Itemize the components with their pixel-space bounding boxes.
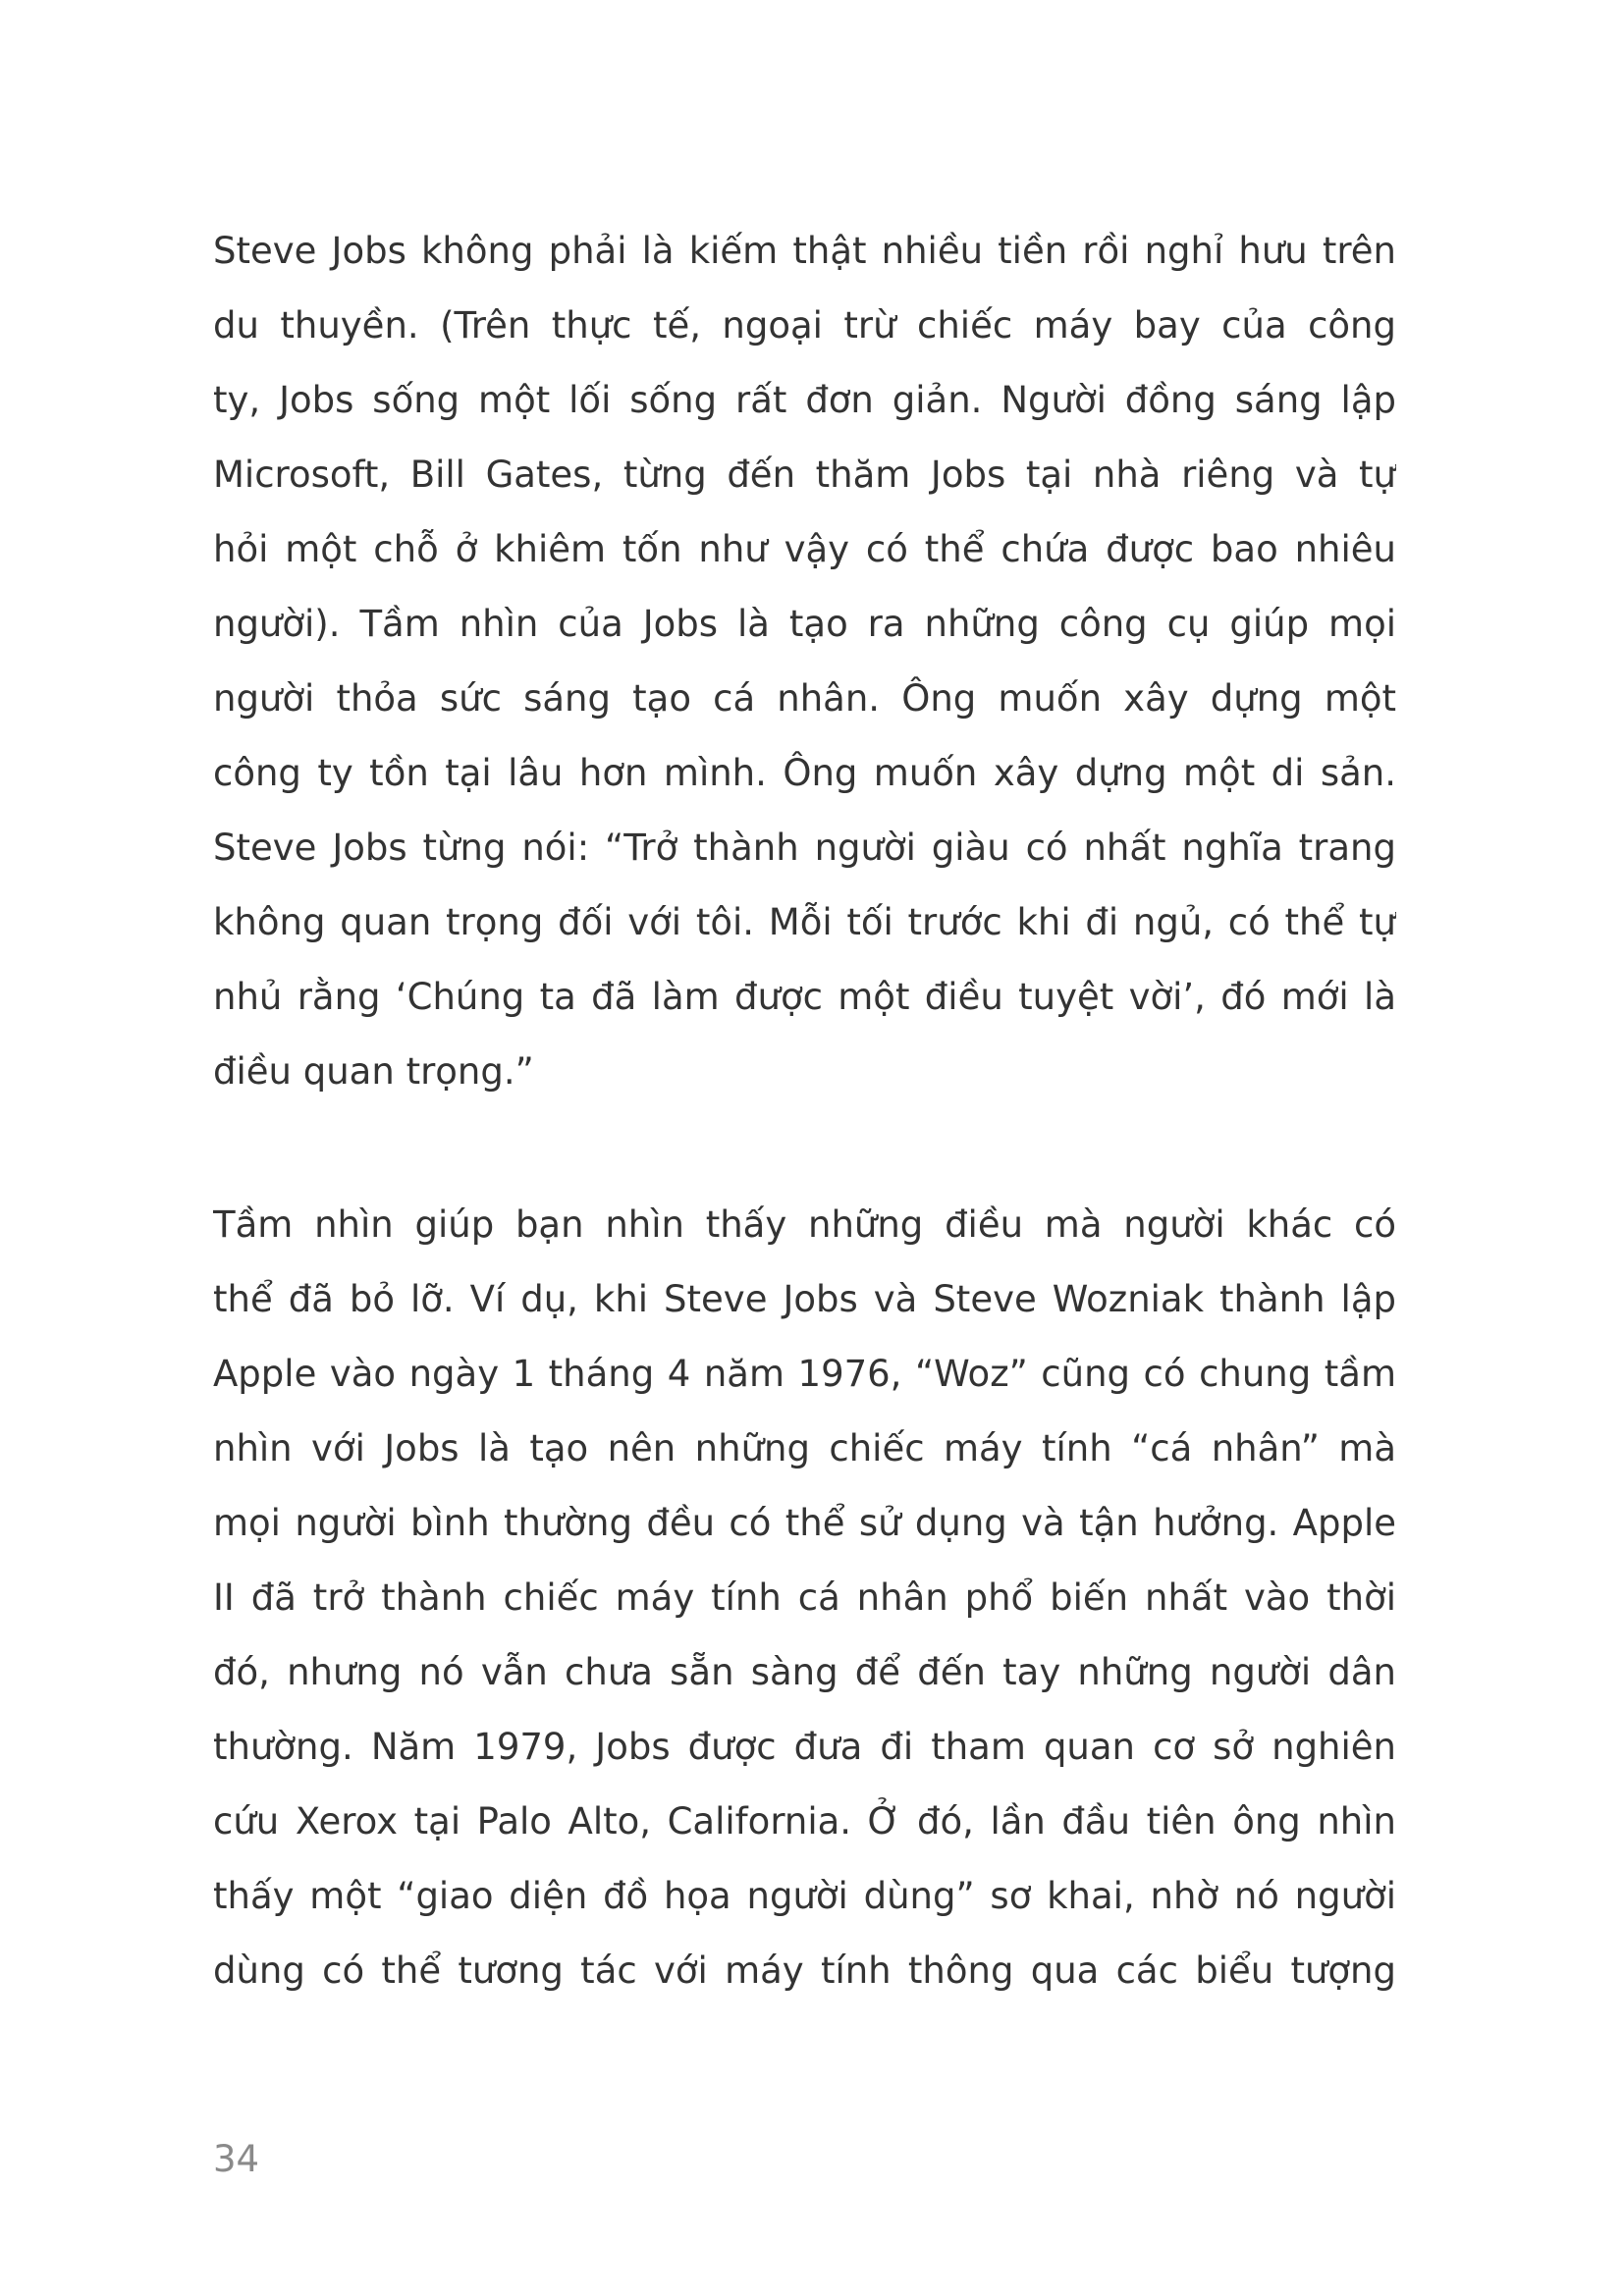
text-line: đó, nhưng nó vẫn chưa sẵn sàng để đến tay những người dân xyxy=(213,1651,1396,1693)
page-number: 34 xyxy=(213,2138,260,2180)
text-line: ty, Jobs sống một lối sống rất đơn giản. Người đồng sáng lập xyxy=(213,379,1396,421)
text-line: thấy một “giao diện đồ họa người dùng” sơ khai, nhờ nó người xyxy=(213,1875,1396,1917)
text-line: người thỏa sức sáng tạo cá nhân. Ông muốn xây dựng một xyxy=(213,677,1396,720)
text-line: Microsoft, Bill Gates, từng đến thăm Jobs tại nhà riêng và tự xyxy=(213,454,1396,496)
text-line: mọi người bình thường đều có thể sử dụng và tận hưởng. Apple xyxy=(213,1502,1396,1544)
paragraph-1 xyxy=(213,214,1396,1109)
text-line: Steve Jobs không phải là kiếm thật nhiều tiền rồi nghỉ hưu trên xyxy=(213,230,1396,272)
paragraph-2 xyxy=(213,1188,1396,2008)
text-line: nhủ rằng ‘Chúng ta đã làm được một điều tuyệt vời’, đó mới là xyxy=(213,976,1396,1018)
text-line: thể đã bỏ lỡ. Ví dụ, khi Steve Jobs và Steve Wozniak thành lập xyxy=(213,1278,1396,1320)
text-line: điều quan trọng.” xyxy=(213,1050,534,1093)
text-line: thường. Năm 1979, Jobs được đưa đi tham quan cơ sở nghiên xyxy=(213,1726,1396,1768)
text-line: Apple vào ngày 1 tháng 4 năm 1976, “Woz” cũng có chung tầm xyxy=(213,1353,1396,1395)
text-line: cứu Xerox tại Palo Alto, California. Ở đó, lần đầu tiên ông nhìn xyxy=(213,1800,1396,1842)
text-line: Steve Jobs từng nói: “Trở thành người giàu có nhất nghĩa trang xyxy=(213,827,1396,869)
text-line: hỏi một chỗ ở khiêm tốn như vậy có thể chứa được bao nhiêu xyxy=(213,528,1396,570)
text-line: người). Tầm nhìn của Jobs là tạo ra những công cụ giúp mọi xyxy=(213,603,1396,645)
text-line: công ty tồn tại lâu hơn mình. Ông muốn xây dựng một di sản. xyxy=(213,752,1396,794)
text-line: không quan trọng đối với tôi. Mỗi tối trước khi đi ngủ, có thể tự xyxy=(213,901,1396,943)
text-line: II đã trở thành chiếc máy tính cá nhân phổ biến nhất vào thời xyxy=(213,1576,1396,1619)
text-line: dùng có thể tương tác với máy tính thông qua các biểu tượng xyxy=(213,1949,1396,1992)
text-line: nhìn với Jobs là tạo nên những chiếc máy tính “cá nhân” mà xyxy=(213,1427,1396,1469)
text-line: du thuyền. (Trên thực tế, ngoại trừ chiếc máy bay của công xyxy=(213,304,1396,347)
text-line: Tầm nhìn giúp bạn nhìn thấy những điều mà người khác có xyxy=(213,1203,1396,1246)
